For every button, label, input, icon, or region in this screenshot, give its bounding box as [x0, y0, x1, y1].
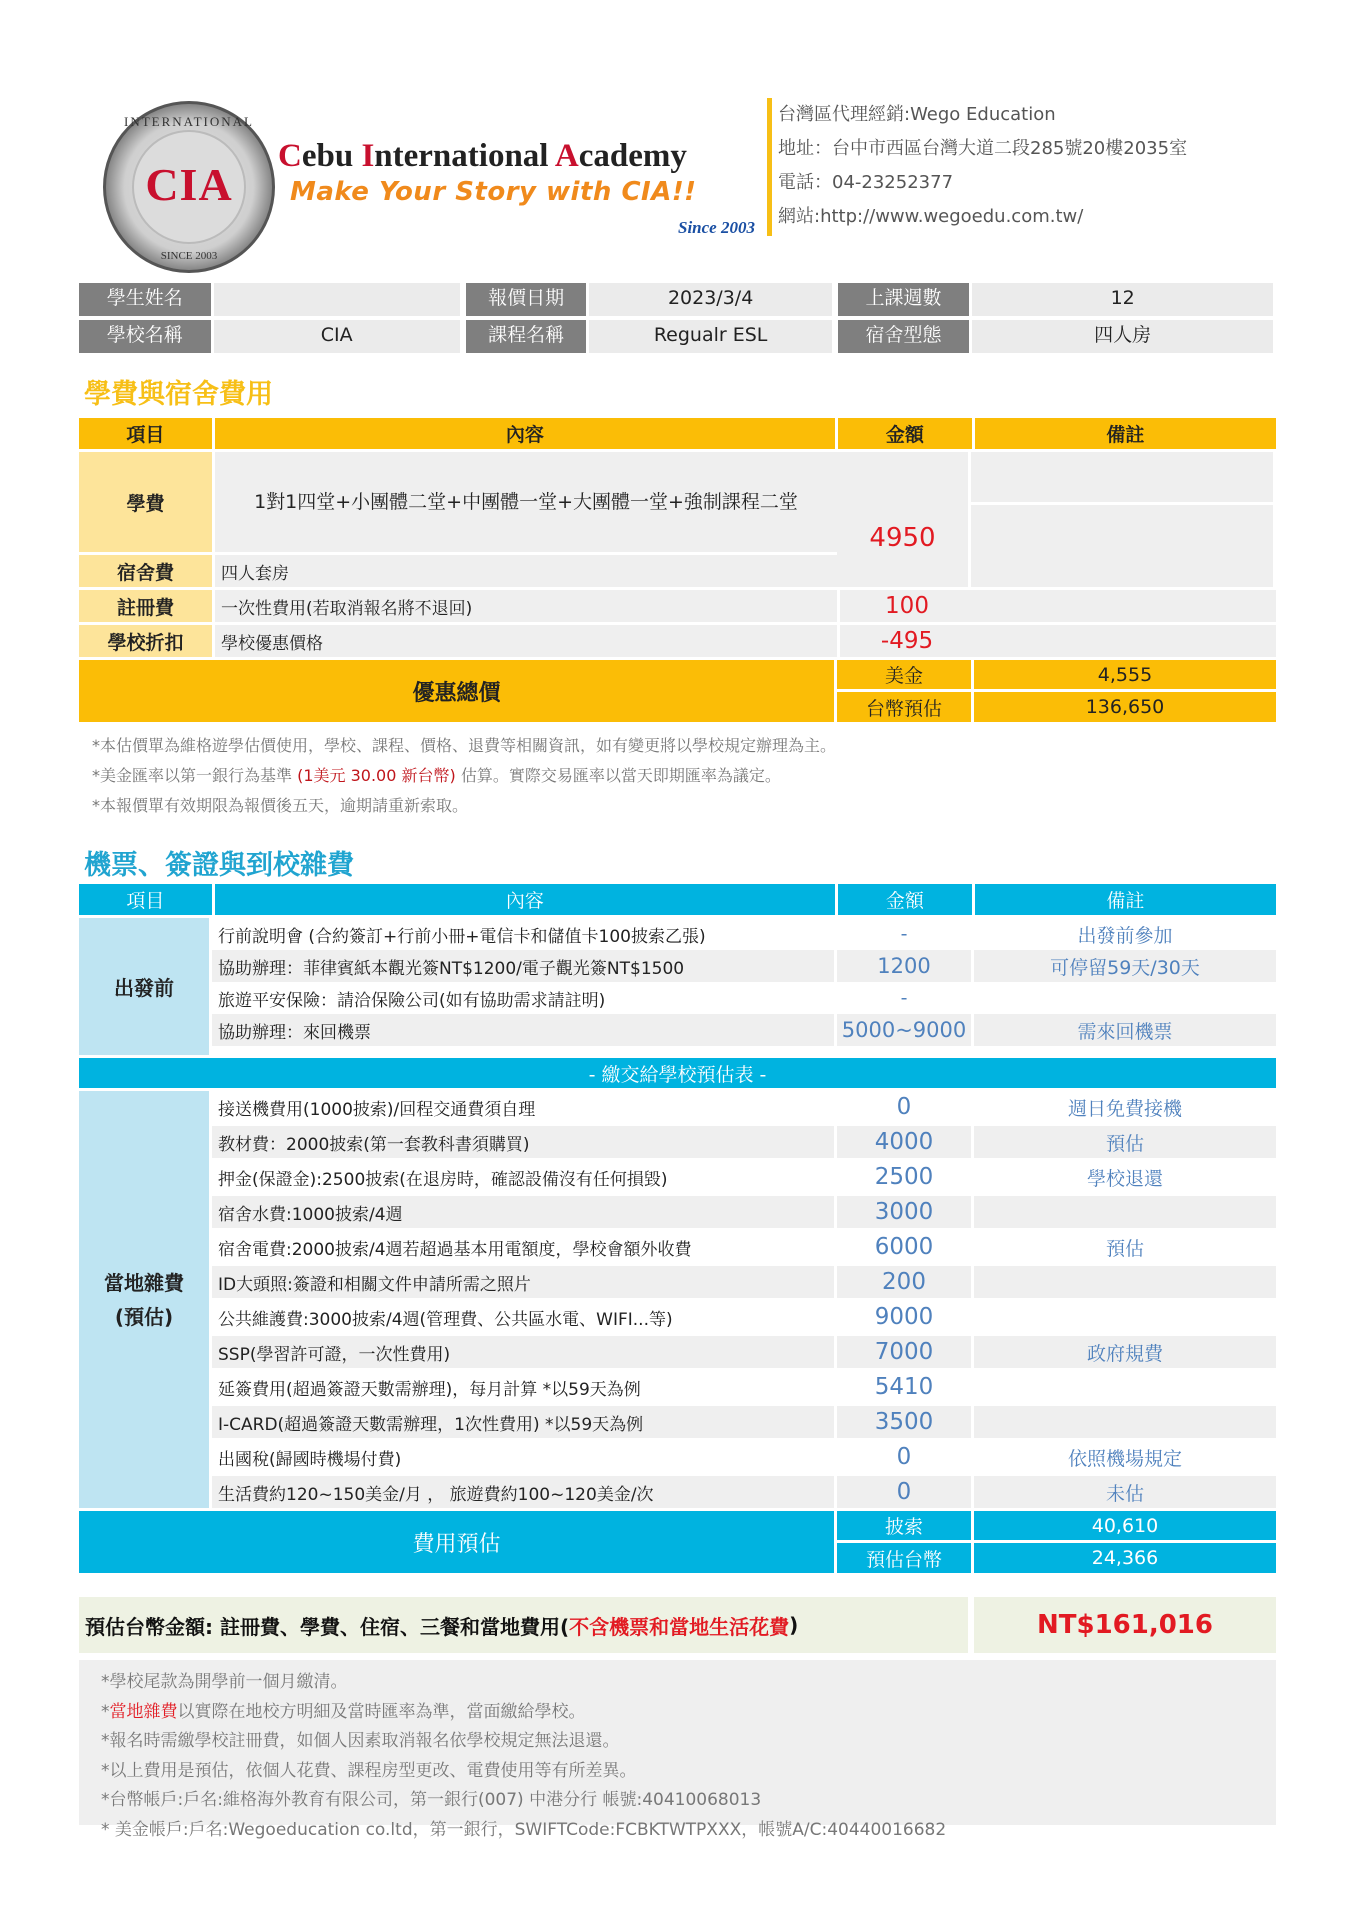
row-content: 宿舍水費:1000披索/4週: [212, 1196, 834, 1228]
note-line: [101, 1698, 1276, 1728]
brand-cap-c: C: [278, 138, 302, 174]
logo-cia-text: CIA: [145, 159, 233, 210]
grand-total-label-close: ): [789, 1613, 799, 1637]
brand-cap-i: I: [361, 138, 375, 174]
header-item: 項目: [79, 418, 212, 449]
exchange-rate: (1美元 30.00 新台幣): [297, 766, 456, 785]
misc-section-title: 機票、簽證與到校雜費: [84, 850, 354, 881]
pre-departure-label: 出發前: [79, 918, 209, 1055]
tuition-table: [79, 418, 1276, 725]
row-content: 一次性費用(若取消報名將不退回): [215, 590, 837, 622]
dorm-value: 四人房: [972, 320, 1273, 353]
note-line: *報名時需繳學校註冊費，如個人因素取消報名依學校規定無法退還。: [101, 1731, 620, 1751]
quote-info-grid: [79, 283, 1276, 357]
note-line: *本估價單為維格遊學估價使用，學校、課程、價格、退費等相關資訊，如有變更將以學校規定辦理為主。: [92, 736, 837, 755]
table-row: [79, 555, 837, 590]
row-item: 宿舍費: [79, 555, 212, 587]
row-amount: 200: [837, 1266, 971, 1298]
row-content: 押金(保證金):2500披索(在退房時，確認設備沒有任何損毀): [212, 1161, 834, 1193]
row-content: 出國稅(歸國時機場付費): [212, 1441, 834, 1473]
row-amount: 0: [837, 1441, 971, 1473]
table-row: [212, 1336, 1276, 1371]
row-note: 未估: [974, 1476, 1276, 1508]
school-payment-banner: - 繳交給學校預估表 -: [79, 1058, 1276, 1088]
row-note: 預估: [974, 1126, 1276, 1158]
note-text: *: [101, 1701, 110, 1722]
tuition-header-row: [79, 418, 1276, 452]
agent-website[interactable]: 網站:http://www.wegoedu.com.tw/: [778, 206, 1084, 227]
tuition-notes: [92, 731, 836, 821]
cia-logo: [103, 101, 275, 273]
row-item: 學校折扣: [79, 625, 212, 657]
student-name-value: [214, 283, 460, 316]
row-content: 學校優惠價格: [215, 625, 837, 657]
table-row: [79, 625, 974, 660]
table-row: [212, 950, 1276, 982]
logo-ring-top-text: INTERNATIONAL: [124, 114, 254, 129]
row-amount: 6000: [837, 1231, 971, 1263]
row-item: 註冊費: [79, 590, 212, 622]
brand-word-ebu: ebu: [301, 138, 362, 174]
table-row: [212, 1371, 1276, 1406]
twd-value: 136,650: [974, 692, 1276, 722]
header-item: 項目: [79, 884, 212, 915]
course-label: 課程名稱: [466, 320, 587, 353]
row-note: 週日免費接機: [974, 1091, 1276, 1123]
table-row: [212, 1091, 1276, 1126]
usd-label: 美金: [837, 660, 971, 689]
dorm-label: 宿舍型態: [838, 320, 970, 353]
row-note: 政府規費: [974, 1336, 1276, 1368]
row-amount: 5000~9000: [837, 1014, 971, 1046]
row-content: 1對1四堂+小團體二堂+中團體一堂+大團體一堂+強制課程二堂: [215, 452, 837, 552]
misc-twd-value: 24,366: [974, 1543, 1276, 1573]
agent-distributor: 台灣區代理經銷:Wego Education: [778, 104, 1056, 125]
table-row: [212, 1126, 1276, 1161]
row-amount: 9000: [837, 1301, 971, 1333]
table-row: [212, 1266, 1276, 1301]
row-note: [974, 982, 1276, 1014]
row-content: 四人套房: [215, 555, 837, 587]
quote-date-value: 2023/3/4: [589, 283, 831, 316]
agent-info: [767, 98, 1187, 236]
local-fees-label-line1: 當地雜費: [104, 1270, 184, 1295]
row-amount: 100: [840, 590, 974, 622]
note-highlight: 當地雜費: [109, 1701, 178, 1722]
discount-total-label: 優惠總價: [79, 660, 834, 722]
row-amount: -: [837, 918, 971, 950]
grand-total-label: [79, 1597, 968, 1653]
table-row: [212, 918, 1276, 950]
table-row: [79, 452, 837, 555]
row-note: [974, 1406, 1276, 1438]
weeks-label: 上課週數: [838, 283, 970, 316]
table-row: [79, 590, 974, 625]
header-note: 備註: [975, 418, 1276, 449]
row-amount: 1200: [837, 950, 971, 982]
note-text: 以實際在地校方明細及當時匯率為準，當面繳給學校。: [177, 1701, 586, 1722]
peso-value: 40,610: [974, 1511, 1276, 1540]
grand-total-label-text: 預估台幣金額: 註冊費、學費、住宿、三餐和當地費用(: [85, 1614, 570, 1639]
row-content: 接送機費用(1000披索)/回程交通費須自理: [212, 1091, 834, 1123]
row-note: [971, 452, 1273, 502]
peso-label: 披索: [837, 1511, 971, 1540]
row-content: SSP(學習許可證，一次性費用): [212, 1336, 834, 1368]
twd-bank-account: *台幣帳戶:戶名:維格海外教育有限公司，第一銀行(007) 中港分行 帳號:40410068013: [101, 1790, 762, 1810]
row-note: [974, 590, 1276, 622]
grand-total-row: [79, 1597, 1276, 1653]
row-note: [974, 1266, 1276, 1298]
row-item: 學費: [79, 452, 212, 552]
agent-address: 地址：台中市西區台灣大道二段285號20樓2035室: [778, 138, 1188, 159]
row-note: [974, 1301, 1276, 1333]
footer-notes: [79, 1660, 1276, 1840]
table-row: [212, 1406, 1276, 1441]
row-amount: 3500: [837, 1406, 971, 1438]
grand-total-exclusion: 不含機票和當地生活花費: [569, 1614, 790, 1639]
row-content: 教材費：2000披索(第一套教科書須購買): [212, 1126, 834, 1158]
table-row: [212, 1441, 1276, 1476]
misc-twd-label: 預估台幣: [837, 1543, 971, 1573]
table-row: [212, 982, 1276, 1014]
table-row: [212, 1014, 1276, 1046]
table-row: [212, 1231, 1276, 1266]
grand-total-value: NT$161,016: [974, 1597, 1276, 1653]
row-amount: 0: [837, 1476, 971, 1508]
note-line: *本報價單有效期限為報價後五天，逾期請重新索取。: [92, 796, 469, 815]
logo-ring-bottom-text: SINCE 2003: [160, 250, 218, 262]
quote-date-label: 報價日期: [466, 283, 587, 316]
header-content: 內容: [215, 418, 835, 449]
school-label: 學校名稱: [79, 320, 211, 353]
school-brand-name: [278, 138, 687, 175]
row-note: 可停留59天/30天: [974, 950, 1276, 982]
row-note: 依照機場規定: [974, 1441, 1276, 1473]
agent-phone: 電話：04-23252377: [778, 172, 954, 193]
school-value: CIA: [214, 320, 460, 353]
row-content: 旅遊平安保險：請洽保險公司(如有協助需求請註明): [212, 982, 834, 1014]
row-note: [974, 625, 1276, 657]
row-amount: 7000: [837, 1336, 971, 1368]
row-content: I-CARD(超過簽證天數需辦理，1次性費用) *以59天為例: [212, 1406, 834, 1438]
note-text: *美金匯率以第一銀行為基準: [92, 766, 298, 785]
page-header: [95, 95, 1275, 270]
table-row: [212, 1161, 1276, 1196]
weeks-value: 12: [972, 283, 1273, 316]
row-content: 生活費約120~150美金/月 ， 旅遊費約100~120美金/次: [212, 1476, 834, 1508]
twd-label: 台幣預估: [837, 692, 971, 722]
brand-cap-a: A: [554, 138, 579, 174]
student-name-label: 學生姓名: [79, 283, 211, 316]
row-amount: 0: [837, 1091, 971, 1123]
brand-word-nternational: nternational: [374, 138, 555, 174]
row-note: 需來回機票: [974, 1014, 1276, 1046]
table-row: [212, 1301, 1276, 1336]
row-note: 學校退還: [974, 1161, 1276, 1193]
row-amount: -495: [840, 625, 974, 657]
row-content: 公共維護費:3000披索/4週(管理費、公共區水電、WIFI...等): [212, 1301, 834, 1333]
row-content: ID大頭照:簽證和相關文件申請所需之照片: [212, 1266, 834, 1298]
header-amount: 金額: [838, 884, 972, 915]
row-content: 行前說明會 (合約簽訂+行前小冊+電信卡和儲值卡100披索乙張): [212, 918, 834, 950]
row-note: [971, 505, 1273, 587]
course-value: Regualr ESL: [589, 320, 831, 353]
slogan: Make Your Story with CIA!!: [290, 177, 697, 207]
usd-bank-account: * 美金帳戶:戶名:Wegoeducation co.ltd，第一銀行，SWIFTCode:FCBKTWTPXXX，帳號A/C:40440016682: [101, 1819, 947, 1840]
misc-table: [79, 884, 1276, 1576]
header-content: 內容: [215, 884, 835, 915]
row-note: 預估: [974, 1231, 1276, 1263]
row-note: 出發前參加: [974, 918, 1276, 950]
since-year: Since 2003: [678, 218, 755, 237]
info-row-2: [79, 320, 1276, 353]
tuition-dorm-amount: 4950: [837, 452, 968, 587]
local-fees-label: [79, 1091, 209, 1508]
row-amount: 2500: [837, 1161, 971, 1193]
row-content: 協助辦理：來回機票: [212, 1014, 834, 1046]
note-line: [92, 761, 836, 791]
note-line: *學校尾款為開學前一個月繳清。: [101, 1672, 348, 1692]
header-amount: 金額: [838, 418, 972, 449]
brand-word-cademy: cademy: [578, 138, 687, 174]
note-text: 估算。實際交易匯率以當天即期匯率為議定。: [455, 766, 781, 785]
local-fees-label-line2: (預估): [114, 1304, 174, 1329]
row-amount: 5410: [837, 1371, 971, 1403]
row-amount: 3000: [837, 1196, 971, 1228]
row-note: [974, 1196, 1276, 1228]
header-note: 備註: [975, 884, 1276, 915]
misc-header-row: [79, 884, 1276, 918]
tuition-section-title: 學費與宿舍費用: [84, 379, 273, 410]
row-note: [974, 1371, 1276, 1403]
note-line: *以上費用是預估，依個人花費、課程房型更改、電費使用等有所差異。: [101, 1760, 637, 1781]
row-content: 延簽費用(超過簽證天數需辦理)，每月計算 *以59天為例: [212, 1371, 834, 1403]
row-content: 宿舍電費:2000披索/4週若超過基本用電額度，學校會額外收費: [212, 1231, 834, 1263]
row-amount: 4000: [837, 1126, 971, 1158]
row-amount: -: [837, 982, 971, 1014]
table-row: [212, 1476, 1276, 1511]
row-content: 協助辦理：菲律賓紙本觀光簽NT$1200/電子觀光簽NT$1500: [212, 950, 834, 982]
estimate-label: 費用預估: [79, 1511, 834, 1573]
info-row-1: [79, 283, 1276, 316]
table-row: [212, 1196, 1276, 1231]
usd-value: 4,555: [974, 660, 1276, 689]
